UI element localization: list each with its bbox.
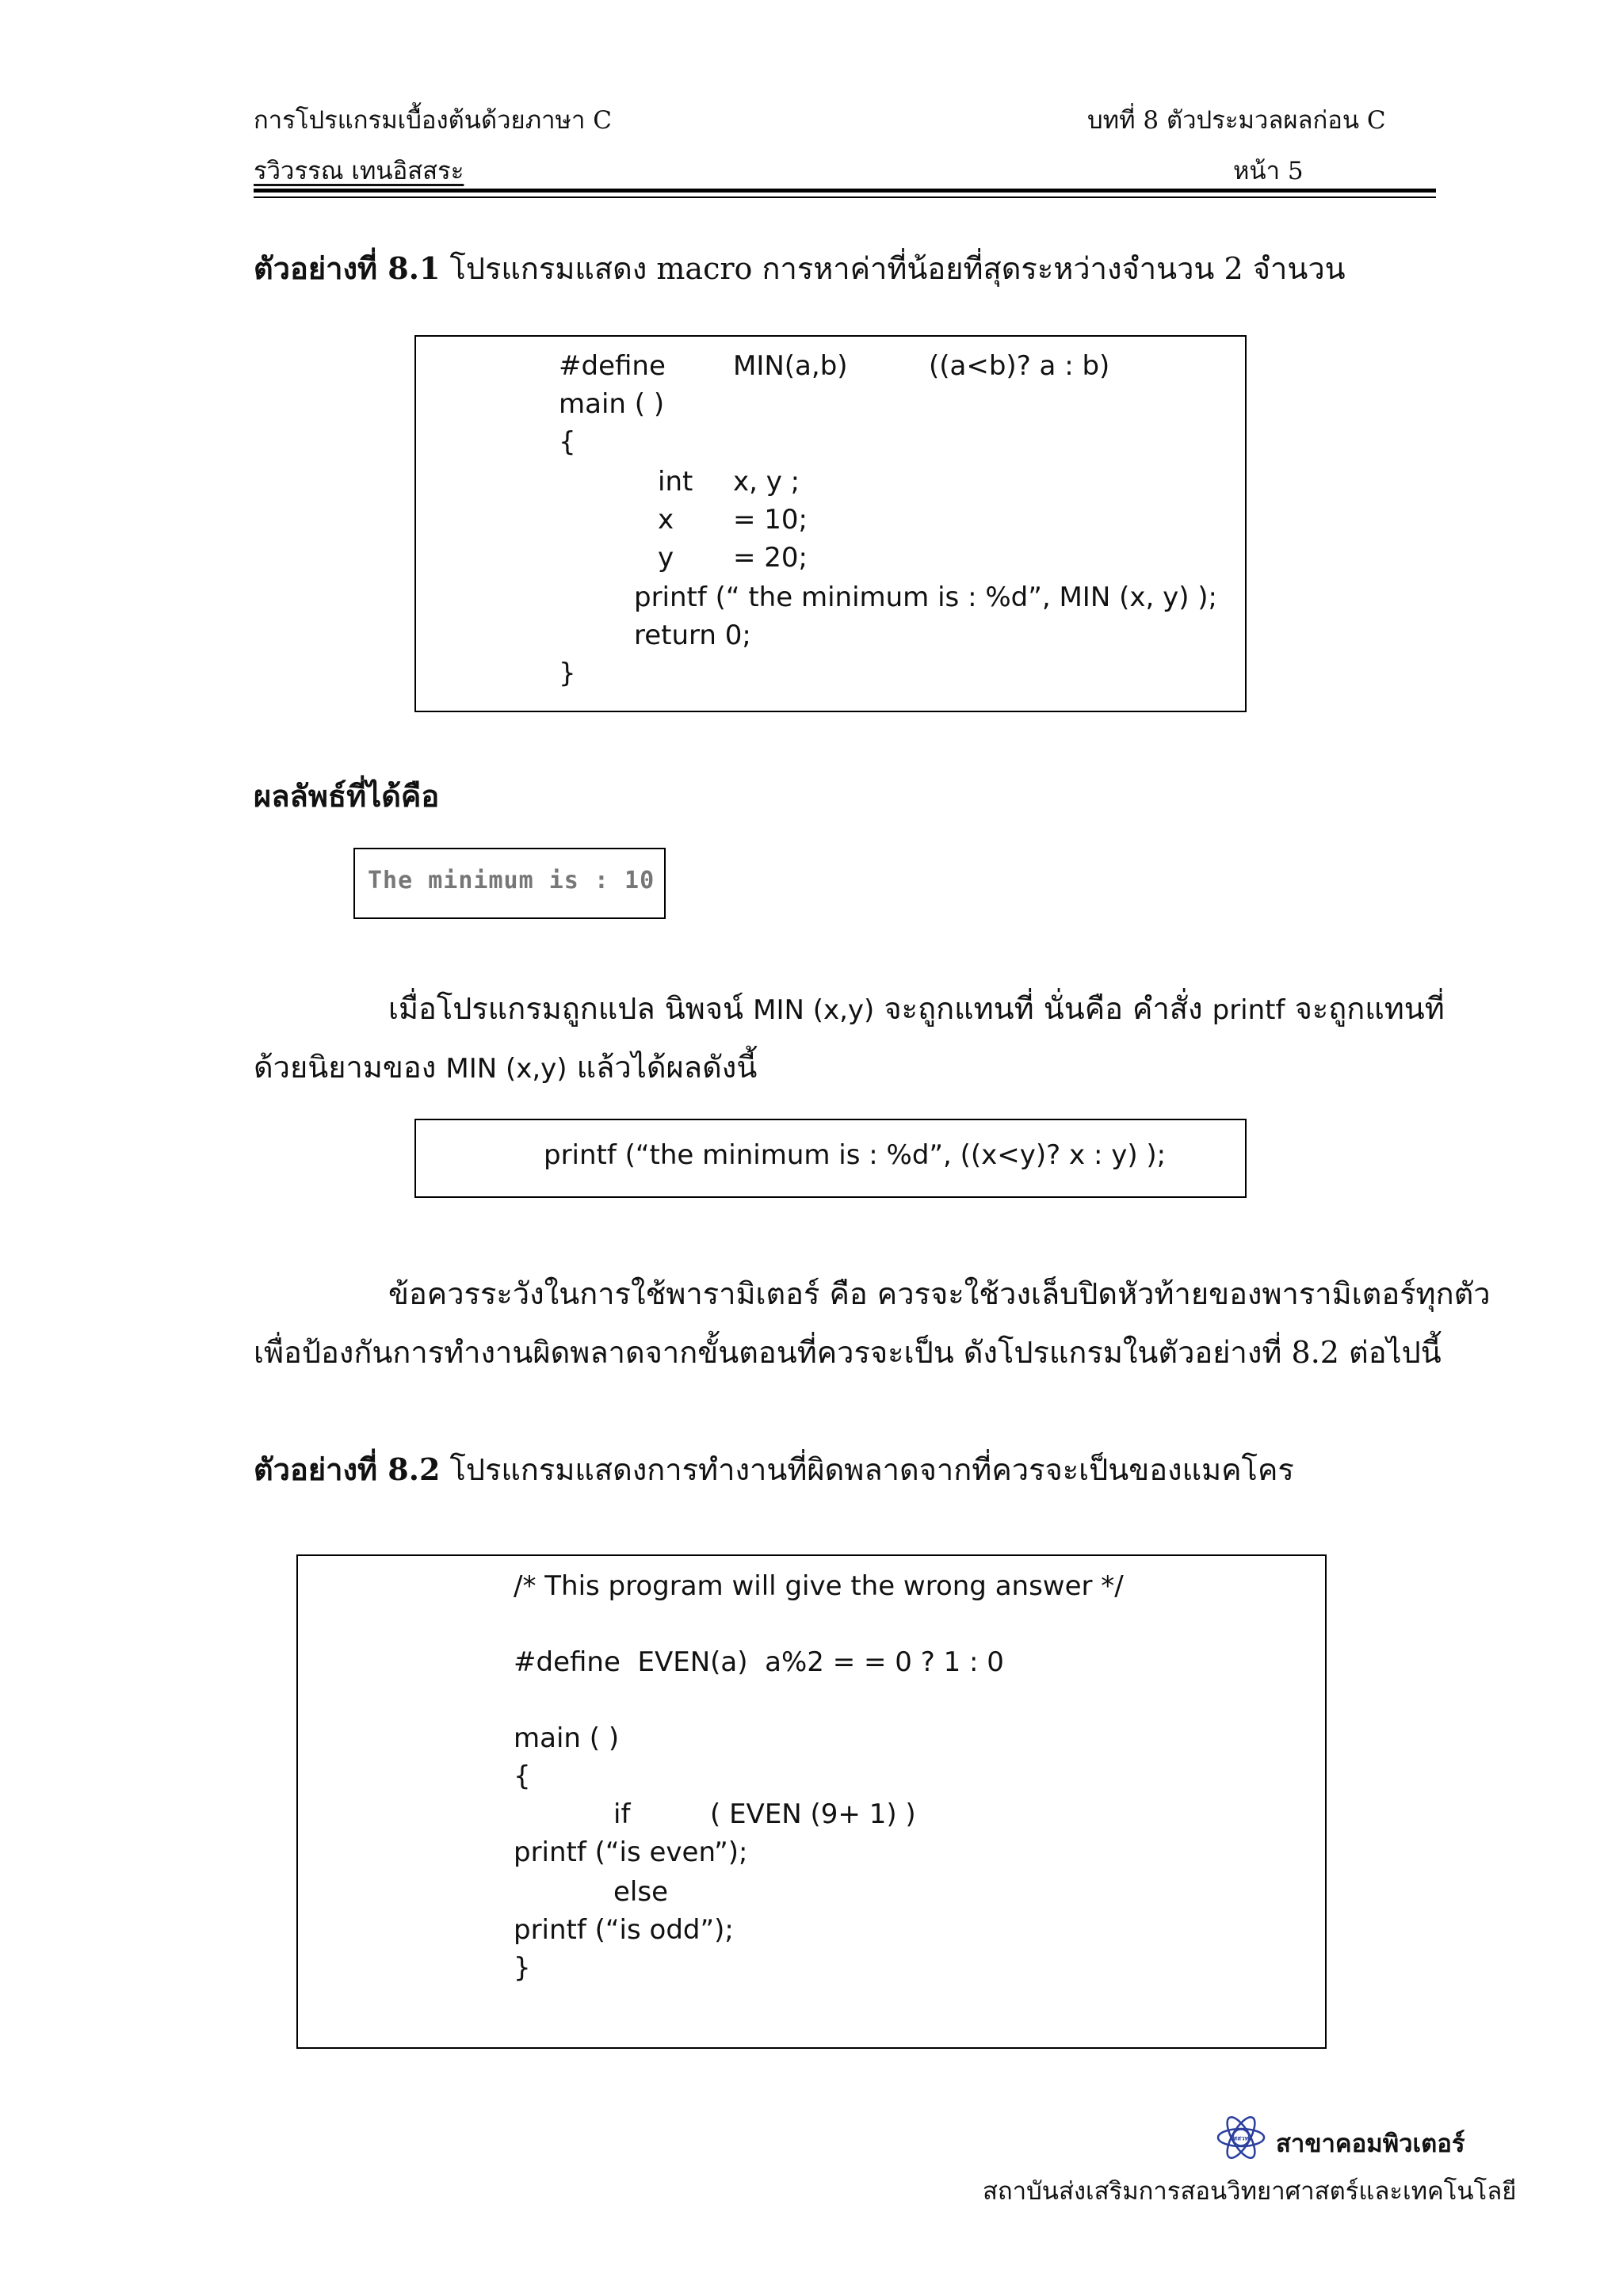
institute-logo-icon: [1216, 2112, 1266, 2163]
header-course-title: การโปรแกรมเบื้องต้นด้วยภาษา C: [254, 106, 612, 135]
code-line: }: [559, 658, 576, 689]
code-line: {: [559, 426, 576, 458]
code-line: /* This program will give the wrong answer */: [514, 1570, 1124, 1602]
code-line: = 20;: [733, 542, 808, 574]
example-2-heading: [254, 1450, 1294, 1489]
explanation-text: จะถูกแทนที่ นั่นคือ คำสั่ง: [884, 991, 1203, 1026]
code-line: #define EVEN(a) a%2 = = 0 ? 1 : 0: [514, 1646, 1004, 1678]
example-1-code-box: [414, 335, 1247, 712]
code-line: printf (“is even”);: [514, 1836, 748, 1868]
result-heading: [254, 776, 439, 816]
explanation-2-line-1: ข้อควรระวังในการใช้พารามิเตอร์ คือ ควรจะใช้วงเล็บปิดหัวท้ายของพารามิเตอร์ทุกตัว: [388, 1276, 1491, 1311]
explanation-1-line-1: [388, 989, 1445, 1030]
code-line: ( EVEN (9+ 1) ): [710, 1798, 916, 1830]
result-heading-text: ผลลัพธ์ที่ได้คือ: [254, 778, 440, 814]
example-1-label: ตัวอย่างที่ 8.1: [254, 250, 441, 286]
explanation-text: เมื่อโปรแกรมถูกแปล นิพจน์: [388, 991, 744, 1026]
code-line: printf (“is odd”);: [514, 1914, 734, 1946]
code-line: return 0;: [634, 620, 751, 651]
explanation-2-line-2: เพื่อป้องกันการทำงานผิดพลาดจากขั้นตอนที่ควรจะเป็น ดังโปรแกรมในตัวอย่างที่ 8.2 ต่อไปนี้: [254, 1335, 1442, 1370]
footer-institute: สถาบันส่งเสริมการสอนวิทยาศาสตร์และเทคโนโลยี: [983, 2177, 1517, 2206]
explanation-text: จะถูกแทนที่: [1294, 991, 1445, 1026]
header-rule-thick: [254, 189, 1436, 193]
code-line: ((a<b)? a : b): [929, 350, 1110, 382]
code-line: if: [613, 1798, 631, 1830]
explanation-text: ด้วยนิยามของ: [254, 1050, 437, 1085]
code-line: else: [613, 1876, 668, 1908]
header-chapter-title: บทที่ 8 ตัวประมวลผลก่อน C: [1087, 106, 1386, 135]
header-page-number: หน้า 5: [1233, 157, 1304, 185]
code-line: int: [658, 466, 693, 498]
expanded-code-line: printf (“the minimum is : %d”, ((x<y)? x : y) );: [544, 1139, 1167, 1171]
explanation-text: แล้วได้ผลดังนี้: [576, 1050, 758, 1085]
output-text: The minimum is : 10: [368, 867, 655, 894]
inline-code: MIN (x,y): [445, 1053, 567, 1085]
code-line: #define: [559, 350, 666, 382]
logo-text: สสวท: [1233, 2134, 1249, 2142]
example-1-heading: [254, 249, 1346, 288]
code-line: y: [658, 542, 674, 574]
inline-code: printf: [1212, 994, 1285, 1026]
inline-code: MIN (x,y): [753, 994, 875, 1026]
code-line: MIN(a,b): [733, 350, 848, 382]
code-line: main ( ): [559, 388, 665, 420]
code-line: x: [658, 504, 674, 536]
code-line: }: [514, 1952, 531, 1984]
code-line: {: [514, 1760, 531, 1792]
example-2-label: ตัวอย่างที่ 8.2: [254, 1451, 441, 1487]
header-rule-thin: [254, 196, 1436, 198]
example-1-title: โปรแกรมแสดง macro การหาค่าที่น้อยที่สุดระหว่างจำนวน 2 จำนวน: [449, 251, 1346, 286]
header-author: รวิวรรณ เทนอิสสระ: [254, 157, 464, 185]
footer-department: สาขาคอมพิวเตอร์: [1276, 2130, 1465, 2158]
code-line: x, y ;: [733, 466, 800, 498]
code-line: printf (“ the minimum is : %d”, MIN (x, y) );: [634, 582, 1217, 613]
code-line: = 10;: [733, 504, 808, 536]
code-line: main ( ): [514, 1722, 620, 1754]
explanation-1-line-2: [254, 1047, 757, 1089]
example-2-title: โปรแกรมแสดงการทำงานที่ผิดพลาดจากที่ควรจะเป็นของแมคโคร: [449, 1452, 1294, 1487]
